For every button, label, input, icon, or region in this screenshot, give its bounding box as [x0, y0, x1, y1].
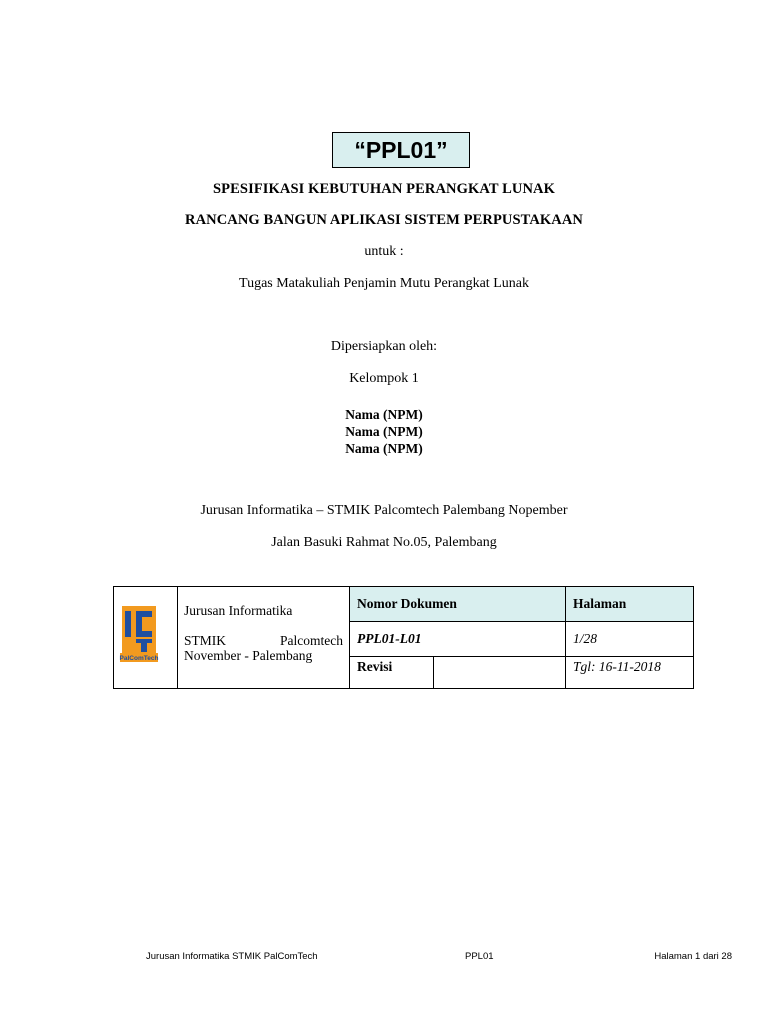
organization-cell [178, 587, 350, 689]
logo-text: PalComTech [119, 655, 159, 662]
logo-cell [114, 587, 178, 689]
footer-right: Halaman 1 dari 28 [654, 951, 732, 962]
title-line-1: SPESIFIKASI KEBUTUHAN PERANGKAT LUNAK [213, 181, 555, 197]
member-name: Nama (NPM) [345, 441, 423, 456]
title-line-2: RANCANG BANGUN APLIKASI SISTEM PERPUSTAKAAN [185, 212, 583, 228]
org-line-3: November - Palembang [184, 648, 313, 663]
doc-number-value: PPL01-L01 [350, 622, 566, 657]
org-line-1: Jurusan Informatika [184, 603, 293, 618]
date-value: Tgl: 16-11-2018 [566, 657, 694, 689]
member-name: Nama (NPM) [345, 407, 423, 422]
institution-line-2: Jalan Basuki Rahmat No.05, Palembang [271, 535, 497, 550]
org-line-2b: Palcomtech [280, 633, 343, 648]
member-list [0, 406, 768, 457]
org-line-2 [184, 633, 343, 649]
document-info-table [113, 586, 694, 689]
revision-label: Revisi [350, 657, 434, 689]
revision-value [434, 657, 566, 689]
footer-left: Jurusan Informatika STMIK PalComTech [146, 951, 318, 962]
group-name: Kelompok 1 [349, 371, 419, 386]
document-code-box [332, 132, 470, 168]
document-code: “PPL01” [354, 136, 448, 163]
member-name: Nama (NPM) [345, 424, 423, 439]
palcomtech-logo [114, 587, 178, 684]
footer-center: PPL01 [465, 951, 494, 962]
page-value: 1/28 [566, 622, 694, 657]
page-label: Halaman [566, 587, 694, 622]
doc-number-label: Nomor Dokumen [350, 587, 566, 622]
org-line-2a: STMIK [184, 633, 227, 648]
course-name: Tugas Matakuliah Penjamin Mutu Perangkat Lunak [239, 276, 529, 291]
for-label: untuk : [364, 244, 404, 259]
prepared-by-label: Dipersiapkan oleh: [330, 339, 438, 354]
institution-line-1: Jurusan Informatika – STMIK Palcomtech Palembang Nopember [200, 503, 568, 518]
